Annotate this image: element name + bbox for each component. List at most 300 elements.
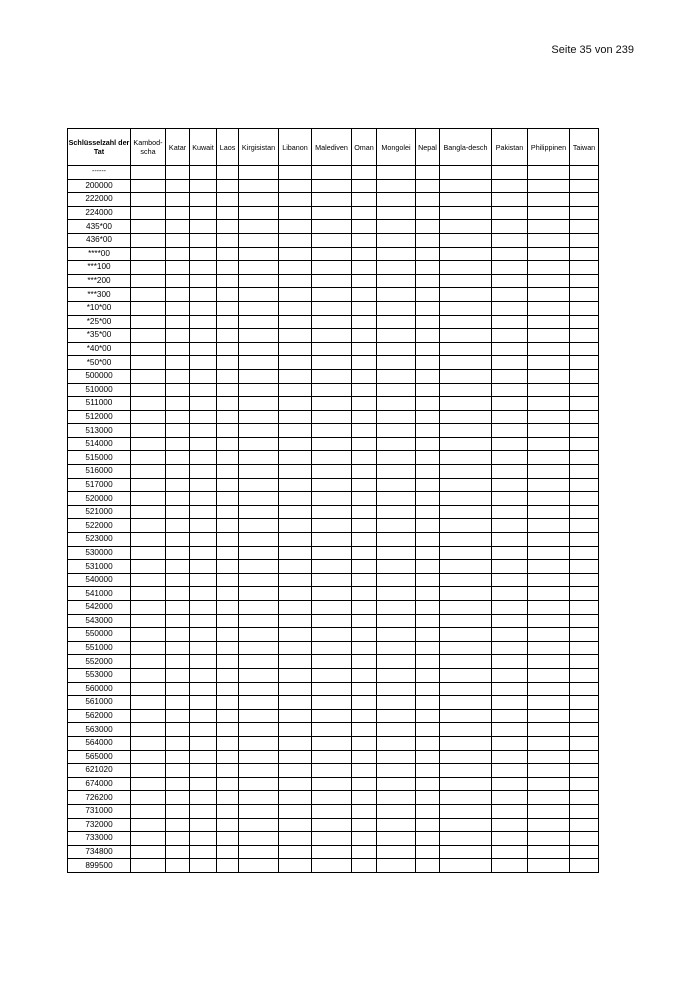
empty-cell bbox=[570, 723, 599, 737]
empty-cell bbox=[440, 397, 492, 411]
empty-cell bbox=[352, 614, 377, 628]
empty-cell bbox=[416, 492, 440, 506]
empty-cell bbox=[377, 315, 416, 329]
empty-cell bbox=[416, 233, 440, 247]
empty-cell bbox=[528, 859, 570, 873]
empty-cell bbox=[416, 288, 440, 302]
empty-cell bbox=[528, 342, 570, 356]
empty-cell bbox=[416, 859, 440, 873]
empty-cell bbox=[239, 166, 279, 180]
empty-cell bbox=[239, 410, 279, 424]
empty-cell bbox=[528, 383, 570, 397]
empty-cell bbox=[131, 845, 166, 859]
empty-cell bbox=[312, 655, 352, 669]
empty-cell bbox=[352, 546, 377, 560]
empty-cell bbox=[279, 220, 312, 234]
empty-cell bbox=[131, 832, 166, 846]
empty-cell bbox=[279, 818, 312, 832]
empty-cell bbox=[440, 696, 492, 710]
empty-cell bbox=[492, 261, 528, 275]
empty-cell bbox=[440, 777, 492, 791]
empty-cell bbox=[239, 750, 279, 764]
key-cell: 500000 bbox=[68, 369, 131, 383]
empty-cell bbox=[217, 764, 239, 778]
empty-cell bbox=[166, 614, 190, 628]
empty-cell bbox=[416, 601, 440, 615]
empty-cell bbox=[416, 193, 440, 207]
empty-cell bbox=[312, 315, 352, 329]
empty-cell bbox=[528, 519, 570, 533]
empty-cell bbox=[166, 750, 190, 764]
empty-cell bbox=[352, 410, 377, 424]
empty-cell bbox=[440, 587, 492, 601]
empty-cell bbox=[217, 315, 239, 329]
empty-cell bbox=[239, 179, 279, 193]
table-body bbox=[68, 166, 599, 873]
empty-cell bbox=[217, 601, 239, 615]
empty-cell bbox=[416, 628, 440, 642]
empty-cell bbox=[166, 682, 190, 696]
table-row bbox=[68, 492, 599, 506]
empty-cell bbox=[217, 451, 239, 465]
empty-cell bbox=[492, 560, 528, 574]
table-row bbox=[68, 288, 599, 302]
table-row bbox=[68, 505, 599, 519]
empty-cell bbox=[528, 777, 570, 791]
empty-cell bbox=[190, 628, 217, 642]
empty-cell bbox=[528, 424, 570, 438]
empty-cell bbox=[440, 859, 492, 873]
empty-cell bbox=[279, 655, 312, 669]
empty-cell bbox=[312, 777, 352, 791]
empty-cell bbox=[416, 533, 440, 547]
empty-cell bbox=[312, 220, 352, 234]
empty-cell bbox=[312, 329, 352, 343]
empty-cell bbox=[279, 179, 312, 193]
empty-cell bbox=[217, 682, 239, 696]
key-cell: *50*00 bbox=[68, 356, 131, 370]
empty-cell bbox=[352, 818, 377, 832]
empty-cell bbox=[352, 451, 377, 465]
empty-cell bbox=[492, 193, 528, 207]
key-cell: 515000 bbox=[68, 451, 131, 465]
empty-cell bbox=[217, 560, 239, 574]
empty-cell bbox=[217, 696, 239, 710]
empty-cell bbox=[217, 573, 239, 587]
empty-cell bbox=[166, 329, 190, 343]
empty-cell bbox=[131, 288, 166, 302]
key-cell: ------ bbox=[68, 166, 131, 180]
empty-cell bbox=[570, 668, 599, 682]
empty-cell bbox=[416, 410, 440, 424]
empty-cell bbox=[416, 478, 440, 492]
empty-cell bbox=[131, 587, 166, 601]
empty-cell bbox=[570, 859, 599, 873]
empty-cell bbox=[377, 329, 416, 343]
empty-cell bbox=[131, 233, 166, 247]
empty-cell bbox=[190, 301, 217, 315]
empty-cell bbox=[131, 206, 166, 220]
empty-cell bbox=[352, 356, 377, 370]
empty-cell bbox=[528, 356, 570, 370]
empty-cell bbox=[492, 274, 528, 288]
table-row bbox=[68, 804, 599, 818]
empty-cell bbox=[239, 641, 279, 655]
empty-cell bbox=[528, 261, 570, 275]
empty-cell bbox=[528, 166, 570, 180]
empty-cell bbox=[528, 628, 570, 642]
empty-cell bbox=[377, 682, 416, 696]
empty-cell bbox=[352, 832, 377, 846]
empty-cell bbox=[440, 709, 492, 723]
empty-cell bbox=[217, 356, 239, 370]
empty-cell bbox=[352, 397, 377, 411]
empty-cell bbox=[190, 261, 217, 275]
empty-cell bbox=[131, 573, 166, 587]
empty-cell bbox=[352, 845, 377, 859]
empty-cell bbox=[131, 369, 166, 383]
empty-cell bbox=[492, 437, 528, 451]
empty-cell bbox=[570, 465, 599, 479]
empty-cell bbox=[217, 533, 239, 547]
empty-cell bbox=[352, 505, 377, 519]
empty-cell bbox=[352, 682, 377, 696]
empty-cell bbox=[131, 410, 166, 424]
empty-cell bbox=[377, 723, 416, 737]
empty-cell bbox=[377, 832, 416, 846]
empty-cell bbox=[416, 437, 440, 451]
empty-cell bbox=[416, 587, 440, 601]
empty-cell bbox=[131, 533, 166, 547]
empty-cell bbox=[279, 206, 312, 220]
empty-cell bbox=[190, 478, 217, 492]
empty-cell bbox=[440, 465, 492, 479]
empty-cell bbox=[528, 791, 570, 805]
empty-cell bbox=[131, 397, 166, 411]
empty-cell bbox=[166, 301, 190, 315]
empty-cell bbox=[131, 220, 166, 234]
empty-cell bbox=[440, 601, 492, 615]
empty-cell bbox=[528, 750, 570, 764]
empty-cell bbox=[166, 261, 190, 275]
empty-cell bbox=[217, 329, 239, 343]
empty-cell bbox=[492, 206, 528, 220]
empty-cell bbox=[528, 804, 570, 818]
table-row bbox=[68, 696, 599, 710]
empty-cell bbox=[131, 301, 166, 315]
empty-cell bbox=[492, 791, 528, 805]
key-cell: ***200 bbox=[68, 274, 131, 288]
empty-cell bbox=[440, 288, 492, 302]
empty-cell bbox=[377, 397, 416, 411]
empty-cell bbox=[131, 519, 166, 533]
empty-cell bbox=[312, 369, 352, 383]
empty-cell bbox=[492, 859, 528, 873]
empty-cell bbox=[217, 166, 239, 180]
empty-cell bbox=[166, 736, 190, 750]
empty-cell bbox=[190, 587, 217, 601]
empty-cell bbox=[131, 261, 166, 275]
empty-cell bbox=[190, 179, 217, 193]
empty-cell bbox=[570, 179, 599, 193]
empty-cell bbox=[131, 315, 166, 329]
empty-cell bbox=[440, 845, 492, 859]
empty-cell bbox=[528, 668, 570, 682]
empty-cell bbox=[190, 777, 217, 791]
empty-cell bbox=[239, 832, 279, 846]
empty-cell bbox=[239, 492, 279, 506]
empty-cell bbox=[440, 247, 492, 261]
empty-cell bbox=[570, 845, 599, 859]
empty-cell bbox=[352, 342, 377, 356]
empty-cell bbox=[570, 764, 599, 778]
empty-cell bbox=[239, 845, 279, 859]
empty-cell bbox=[416, 179, 440, 193]
empty-cell bbox=[166, 845, 190, 859]
key-cell: *10*00 bbox=[68, 301, 131, 315]
country-header: Kirgisistan bbox=[239, 129, 279, 166]
empty-cell bbox=[528, 247, 570, 261]
empty-cell bbox=[416, 750, 440, 764]
empty-cell bbox=[279, 505, 312, 519]
country-header: Katar bbox=[166, 129, 190, 166]
empty-cell bbox=[279, 342, 312, 356]
empty-cell bbox=[312, 179, 352, 193]
header-row bbox=[68, 129, 599, 166]
empty-cell bbox=[352, 777, 377, 791]
empty-cell bbox=[131, 560, 166, 574]
empty-cell bbox=[416, 764, 440, 778]
empty-cell bbox=[190, 424, 217, 438]
empty-cell bbox=[131, 655, 166, 669]
empty-cell bbox=[377, 818, 416, 832]
empty-cell bbox=[416, 682, 440, 696]
empty-cell bbox=[312, 533, 352, 547]
empty-cell bbox=[279, 736, 312, 750]
empty-cell bbox=[239, 736, 279, 750]
empty-cell bbox=[492, 383, 528, 397]
empty-cell bbox=[312, 478, 352, 492]
empty-cell bbox=[570, 601, 599, 615]
table-row bbox=[68, 587, 599, 601]
empty-cell bbox=[217, 410, 239, 424]
empty-cell bbox=[239, 696, 279, 710]
empty-cell bbox=[190, 533, 217, 547]
empty-cell bbox=[492, 546, 528, 560]
empty-cell bbox=[190, 696, 217, 710]
empty-cell bbox=[352, 750, 377, 764]
empty-cell bbox=[279, 193, 312, 207]
empty-cell bbox=[239, 465, 279, 479]
key-cell: 511000 bbox=[68, 397, 131, 411]
empty-cell bbox=[239, 247, 279, 261]
empty-cell bbox=[279, 791, 312, 805]
country-header: Laos bbox=[217, 129, 239, 166]
empty-cell bbox=[279, 247, 312, 261]
table-row bbox=[68, 220, 599, 234]
empty-cell bbox=[416, 369, 440, 383]
empty-cell bbox=[570, 832, 599, 846]
empty-cell bbox=[416, 505, 440, 519]
empty-cell bbox=[440, 750, 492, 764]
empty-cell bbox=[492, 614, 528, 628]
empty-cell bbox=[528, 614, 570, 628]
empty-cell bbox=[279, 410, 312, 424]
empty-cell bbox=[492, 451, 528, 465]
empty-cell bbox=[352, 478, 377, 492]
empty-cell bbox=[131, 193, 166, 207]
empty-cell bbox=[190, 451, 217, 465]
empty-cell bbox=[217, 777, 239, 791]
empty-cell bbox=[352, 560, 377, 574]
empty-cell bbox=[131, 791, 166, 805]
empty-cell bbox=[239, 329, 279, 343]
empty-cell bbox=[217, 301, 239, 315]
empty-cell bbox=[492, 709, 528, 723]
empty-cell bbox=[570, 315, 599, 329]
empty-cell bbox=[190, 750, 217, 764]
empty-cell bbox=[528, 736, 570, 750]
empty-cell bbox=[279, 369, 312, 383]
key-cell: 560000 bbox=[68, 682, 131, 696]
key-cell: 510000 bbox=[68, 383, 131, 397]
empty-cell bbox=[377, 233, 416, 247]
empty-cell bbox=[440, 193, 492, 207]
country-header: Bangla-desch bbox=[440, 129, 492, 166]
empty-cell bbox=[528, 315, 570, 329]
empty-cell bbox=[492, 179, 528, 193]
empty-cell bbox=[570, 682, 599, 696]
empty-cell bbox=[166, 791, 190, 805]
empty-cell bbox=[131, 601, 166, 615]
empty-cell bbox=[492, 655, 528, 669]
empty-cell bbox=[217, 723, 239, 737]
empty-cell bbox=[190, 641, 217, 655]
table-row bbox=[68, 764, 599, 778]
empty-cell bbox=[312, 723, 352, 737]
empty-cell bbox=[312, 791, 352, 805]
empty-cell bbox=[570, 383, 599, 397]
empty-cell bbox=[570, 166, 599, 180]
table-row bbox=[68, 750, 599, 764]
empty-cell bbox=[279, 682, 312, 696]
empty-cell bbox=[312, 356, 352, 370]
empty-cell bbox=[279, 519, 312, 533]
empty-cell bbox=[190, 573, 217, 587]
empty-cell bbox=[239, 519, 279, 533]
empty-cell bbox=[166, 247, 190, 261]
empty-cell bbox=[239, 614, 279, 628]
empty-cell bbox=[352, 465, 377, 479]
empty-cell bbox=[190, 220, 217, 234]
empty-cell bbox=[352, 641, 377, 655]
empty-cell bbox=[279, 601, 312, 615]
empty-cell bbox=[190, 655, 217, 669]
empty-cell bbox=[279, 465, 312, 479]
table-row bbox=[68, 560, 599, 574]
empty-cell bbox=[312, 832, 352, 846]
empty-cell bbox=[570, 560, 599, 574]
empty-cell bbox=[352, 791, 377, 805]
empty-cell bbox=[377, 628, 416, 642]
empty-cell bbox=[217, 505, 239, 519]
empty-cell bbox=[528, 764, 570, 778]
empty-cell bbox=[352, 859, 377, 873]
empty-cell bbox=[190, 166, 217, 180]
empty-cell bbox=[377, 342, 416, 356]
empty-cell bbox=[570, 628, 599, 642]
empty-cell bbox=[239, 505, 279, 519]
empty-cell bbox=[131, 478, 166, 492]
empty-cell bbox=[279, 451, 312, 465]
empty-cell bbox=[416, 804, 440, 818]
empty-cell bbox=[190, 274, 217, 288]
empty-cell bbox=[440, 478, 492, 492]
empty-cell bbox=[492, 818, 528, 832]
empty-cell bbox=[416, 315, 440, 329]
empty-cell bbox=[239, 587, 279, 601]
empty-cell bbox=[166, 437, 190, 451]
empty-cell bbox=[190, 764, 217, 778]
empty-cell bbox=[377, 451, 416, 465]
empty-cell bbox=[239, 424, 279, 438]
empty-cell bbox=[166, 492, 190, 506]
key-cell: 621020 bbox=[68, 764, 131, 778]
empty-cell bbox=[312, 736, 352, 750]
empty-cell bbox=[440, 329, 492, 343]
empty-cell bbox=[279, 383, 312, 397]
empty-cell bbox=[492, 478, 528, 492]
empty-cell bbox=[377, 777, 416, 791]
empty-cell bbox=[312, 859, 352, 873]
empty-cell bbox=[217, 804, 239, 818]
empty-cell bbox=[312, 709, 352, 723]
empty-cell bbox=[570, 288, 599, 302]
empty-cell bbox=[440, 573, 492, 587]
empty-cell bbox=[190, 804, 217, 818]
empty-cell bbox=[166, 573, 190, 587]
empty-cell bbox=[131, 764, 166, 778]
empty-cell bbox=[239, 777, 279, 791]
empty-cell bbox=[528, 193, 570, 207]
key-cell: 562000 bbox=[68, 709, 131, 723]
table-row bbox=[68, 342, 599, 356]
empty-cell bbox=[217, 233, 239, 247]
empty-cell bbox=[217, 261, 239, 275]
empty-cell bbox=[190, 723, 217, 737]
empty-cell bbox=[492, 764, 528, 778]
empty-cell bbox=[352, 315, 377, 329]
empty-cell bbox=[528, 845, 570, 859]
empty-cell bbox=[352, 764, 377, 778]
empty-cell bbox=[352, 193, 377, 207]
empty-cell bbox=[190, 465, 217, 479]
empty-cell bbox=[492, 288, 528, 302]
empty-cell bbox=[416, 383, 440, 397]
empty-cell bbox=[131, 668, 166, 682]
empty-cell bbox=[528, 655, 570, 669]
empty-cell bbox=[528, 288, 570, 302]
empty-cell bbox=[239, 668, 279, 682]
key-cell: 520000 bbox=[68, 492, 131, 506]
empty-cell bbox=[166, 193, 190, 207]
table-row bbox=[68, 818, 599, 832]
empty-cell bbox=[440, 356, 492, 370]
empty-cell bbox=[239, 233, 279, 247]
empty-cell bbox=[131, 247, 166, 261]
empty-cell bbox=[190, 315, 217, 329]
empty-cell bbox=[217, 274, 239, 288]
